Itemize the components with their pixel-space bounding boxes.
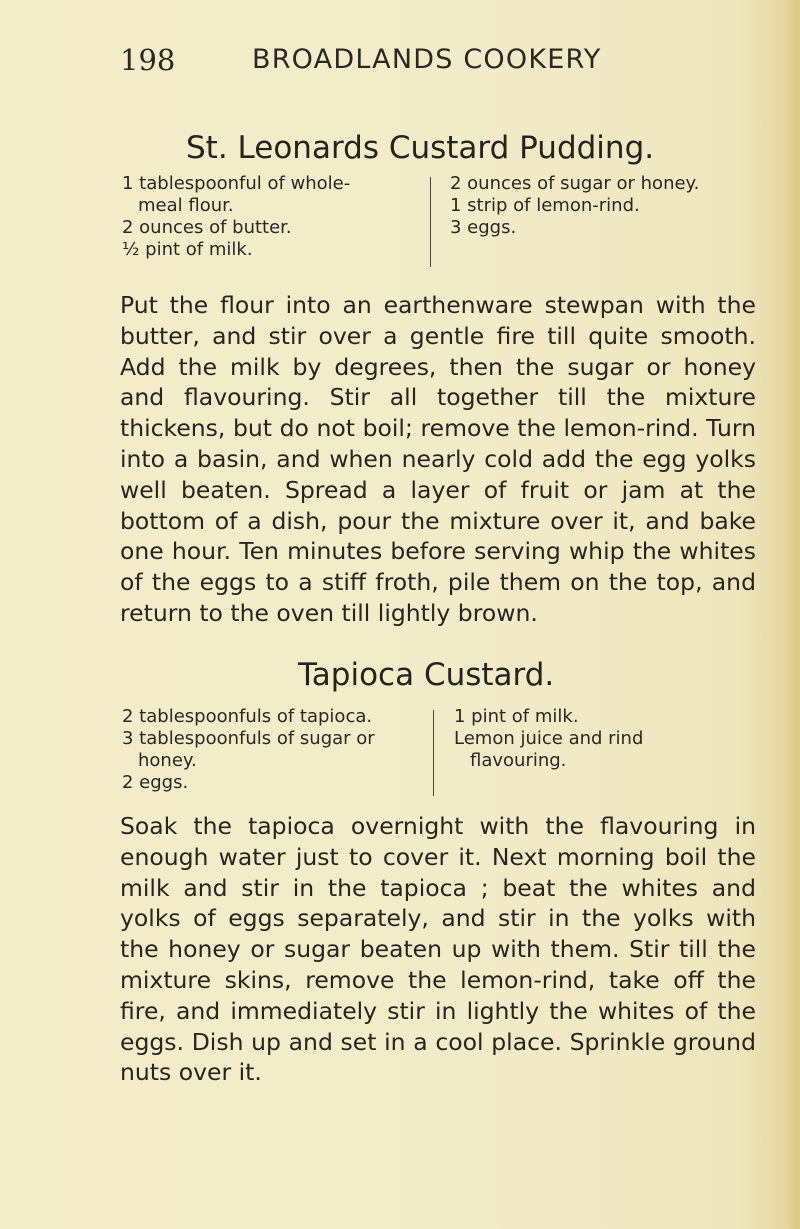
ingredient-line: 2 ounces of sugar or honey. bbox=[450, 173, 700, 194]
ingredient-line: 2 ounces of butter. bbox=[122, 217, 292, 238]
ingredients-right-column bbox=[450, 173, 699, 239]
page-edge-shadow bbox=[786, 0, 800, 1229]
ingredient-line: 1 strip of lemon-rind. bbox=[450, 195, 640, 216]
ingredient-line: 2 eggs. bbox=[122, 772, 189, 793]
ingredient-line: 3 eggs. bbox=[450, 217, 517, 238]
page-header bbox=[120, 40, 720, 80]
ingredient-line: 3 tablespoonfuls of sugar or bbox=[122, 728, 375, 749]
ingredient-line: Lemon juice and rind bbox=[454, 728, 644, 749]
method-tapioca-custard: Soak the tapioca overnight with the flavouring in enough water just to cover it. Next morning boil the milk and stir in the tapioca ; beat the whites and yolks of eggs separately, and stir in the yolks with the honey or sugar beaten up with them. Stir till the mixture skins, remove the lemon-rind, take off the fire, and immediately stir in lightly the whites of the eggs. Dish up and set in a cool place. Sprinkle ground nuts over it. bbox=[120, 812, 756, 1087]
ingredient-line: 1 tablespoonful of whole- bbox=[122, 173, 351, 194]
ingredients-right-column bbox=[454, 706, 643, 772]
ingredients-divider bbox=[430, 177, 431, 267]
page-number: 198 bbox=[120, 43, 176, 77]
recipe-title-tapioca-custard: Tapioca Custard. bbox=[298, 657, 555, 693]
ingredient-line: 2 tablespoonfuls of tapioca. bbox=[122, 706, 373, 727]
ingredients-divider bbox=[433, 710, 434, 796]
ingredients-left-column bbox=[122, 706, 375, 794]
ingredients-left-column bbox=[122, 173, 350, 261]
ingredients-tapioca-custard bbox=[120, 706, 740, 798]
running-head: BROADLANDS COOKERY bbox=[252, 44, 602, 75]
ingredient-line: flavouring. bbox=[470, 750, 567, 771]
recipe-title-st-leonards: St. Leonards Custard Pudding. bbox=[186, 130, 655, 166]
ingredient-line: 1 pint of milk. bbox=[454, 706, 579, 727]
ingredient-line: meal flour. bbox=[138, 195, 234, 216]
ingredient-line: ½ pint of milk. bbox=[122, 239, 253, 260]
ingredient-line: honey. bbox=[138, 750, 197, 771]
method-st-leonards: Put the flour into an earthenware stewpan with the butter, and stir over a gentle fire till quite smooth. Add the milk by degrees, then the sugar or honey and flavouring. Stir all together till the mixture thickens, but do not boil; remove the lemon-rind. Turn into a basin, and when nearly cold add the egg yolks well beaten. Spread a layer of fruit or jam at the bottom of a dish, pour the mixture over it, and bake one hour. Ten minutes before serving whip the whites of the eggs to a stiff froth, pile them on the top, and return to the oven till lightly brown. bbox=[120, 291, 756, 627]
ingredients-st-leonards bbox=[120, 173, 740, 265]
